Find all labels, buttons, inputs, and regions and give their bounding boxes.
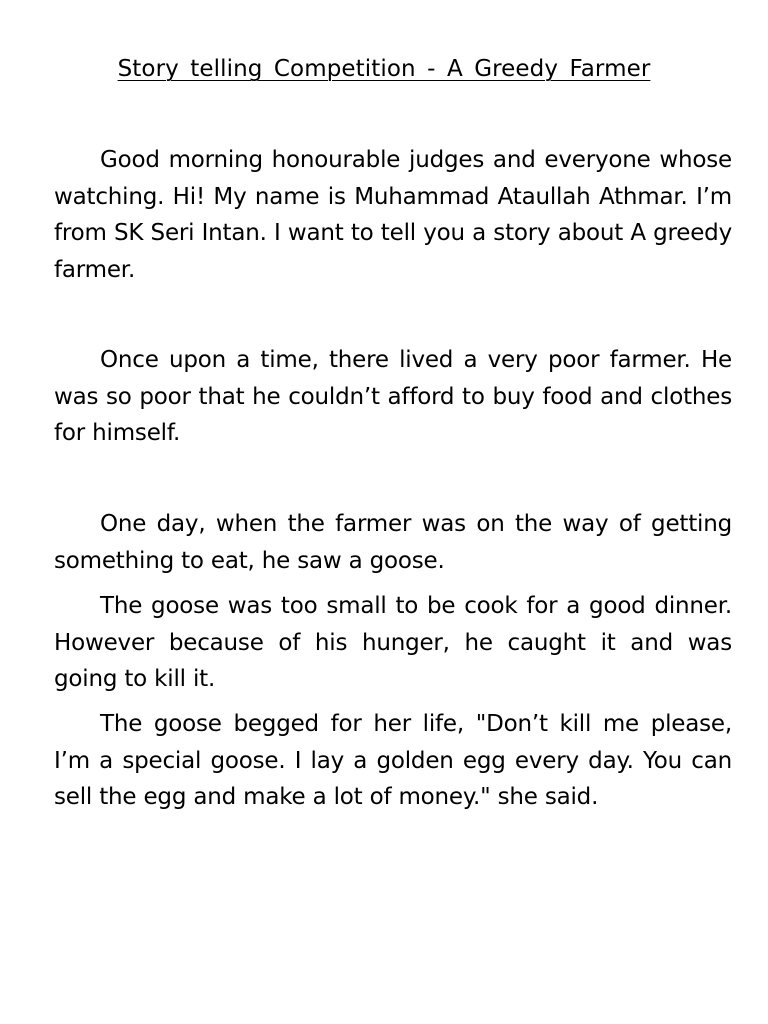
document-title: Story telling Competition - A Greedy Farmer [117,56,651,82]
paragraph-caught-goose: The goose was too small to be cook for a good dinner. However because of his hunger, he caught it and was going to kill it. [54,593,732,692]
paragraph-introduction: Good morning honourable judges and everyone whose watching. Hi! My name is Muhammad Ataullah Athmar. I’m from SK Seri Intan. I want to tell you a story about A greedy farmer. [54,147,732,283]
paragraph-saw-goose: One day, when the farmer was on the way of getting something to eat, he saw a goose. [54,511,732,574]
paragraph-goose-begged: The goose begged for her life, "Don’t kill me please, I’m a special goose. I lay a golden egg every day. You can sell the egg and make a lot of money." she said. [54,711,732,810]
paragraph-poor-farmer: Once upon a time, there lived a very poor farmer. He was so poor that he couldn’t afford to buy food and clothes for himself. [54,347,732,446]
